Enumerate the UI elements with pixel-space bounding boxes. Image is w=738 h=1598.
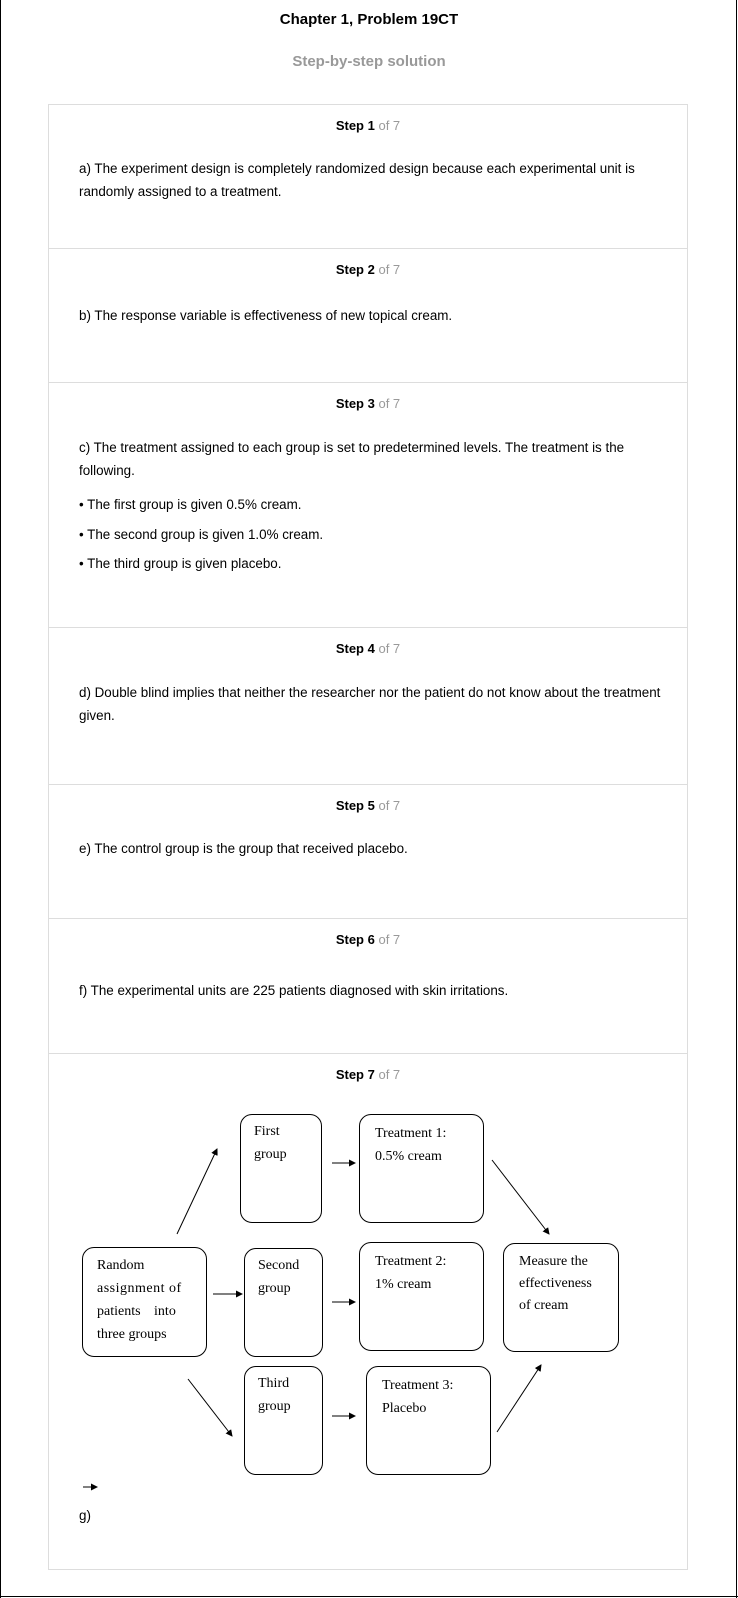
step-text: c) The treatment assigned to each group is set to predetermined levels. The treatment is the following. (79, 440, 625, 478)
step-count: of 7 (378, 1067, 401, 1082)
page-title: Chapter 1, Problem 19CT (279, 11, 459, 28)
second-group-box: Second group (244, 1248, 323, 1357)
step-text: e) The control group is the group that received placebo. (79, 841, 408, 856)
step-header (49, 396, 687, 411)
step-label: Step 2 (335, 262, 375, 277)
page-subtitle: Step-by-step solution (292, 53, 446, 70)
list-item: • The first group is given 0.5% cream. (79, 497, 302, 512)
step-card-1 (48, 104, 688, 248)
arrow-random-to-first (177, 1149, 217, 1234)
frame-left-border (0, 0, 1, 1598)
step-label: Step 7 (335, 1067, 375, 1082)
step-header (49, 262, 687, 277)
first-group-box: First group (240, 1114, 322, 1223)
arrow-treat1-to-measure (492, 1160, 549, 1234)
treatment-1-box: Treatment 1: 0.5% cream (359, 1114, 484, 1223)
step-label: Step 6 (335, 932, 375, 947)
step-header (49, 641, 687, 656)
step-card-4 (48, 627, 688, 784)
step-label: Step 5 (335, 798, 375, 813)
step-count: of 7 (378, 932, 401, 947)
step-count: of 7 (378, 396, 401, 411)
step-card-2 (48, 248, 688, 382)
treatment-3-box: Treatment 3: Placebo (366, 1366, 491, 1475)
list-item: • The third group is given placebo. (79, 556, 282, 571)
treatment-2-box: Treatment 2: 1% cream (359, 1242, 484, 1351)
step-label: Step 1 (335, 118, 375, 133)
third-group-box: Third group (244, 1366, 323, 1475)
measure-effectiveness-box: Measure the effectiveness of cream (503, 1243, 619, 1352)
step-count: of 7 (378, 262, 401, 277)
step-card-6 (48, 918, 688, 1053)
step-text: d) Double blind implies that neither the researcher nor the patient do not know about the treatment given. (79, 685, 661, 723)
list-item: • The second group is given 1.0% cream. (79, 527, 324, 542)
step-text: g) (79, 1508, 91, 1523)
step-card-7 (48, 1053, 688, 1570)
step-count: of 7 (378, 641, 401, 656)
step-card-3 (48, 382, 688, 627)
frame-right-border (736, 0, 737, 1598)
step-label: Step 4 (335, 641, 375, 656)
step-label: Step 3 (335, 396, 375, 411)
step-header (49, 118, 687, 133)
arrow-random-to-third (188, 1379, 232, 1436)
step-text: b) The response variable is effectiveness of new topical cream. (79, 308, 453, 323)
step-text: a) The experiment design is completely randomized design because each experimental unit is randomly assigned to a treatment. (79, 161, 635, 199)
step-header (49, 798, 687, 813)
step-count: of 7 (378, 798, 401, 813)
step-header (49, 932, 687, 947)
step-count: of 7 (378, 118, 401, 133)
arrow-treat3-to-measure (497, 1365, 541, 1432)
frame-bottom-border (0, 1596, 738, 1597)
step-text: f) The experimental units are 225 patients diagnosed with skin irritations. (79, 983, 509, 998)
random-assignment-box: Random assignment of patients into three groups (82, 1247, 207, 1357)
step-card-5 (48, 784, 688, 918)
